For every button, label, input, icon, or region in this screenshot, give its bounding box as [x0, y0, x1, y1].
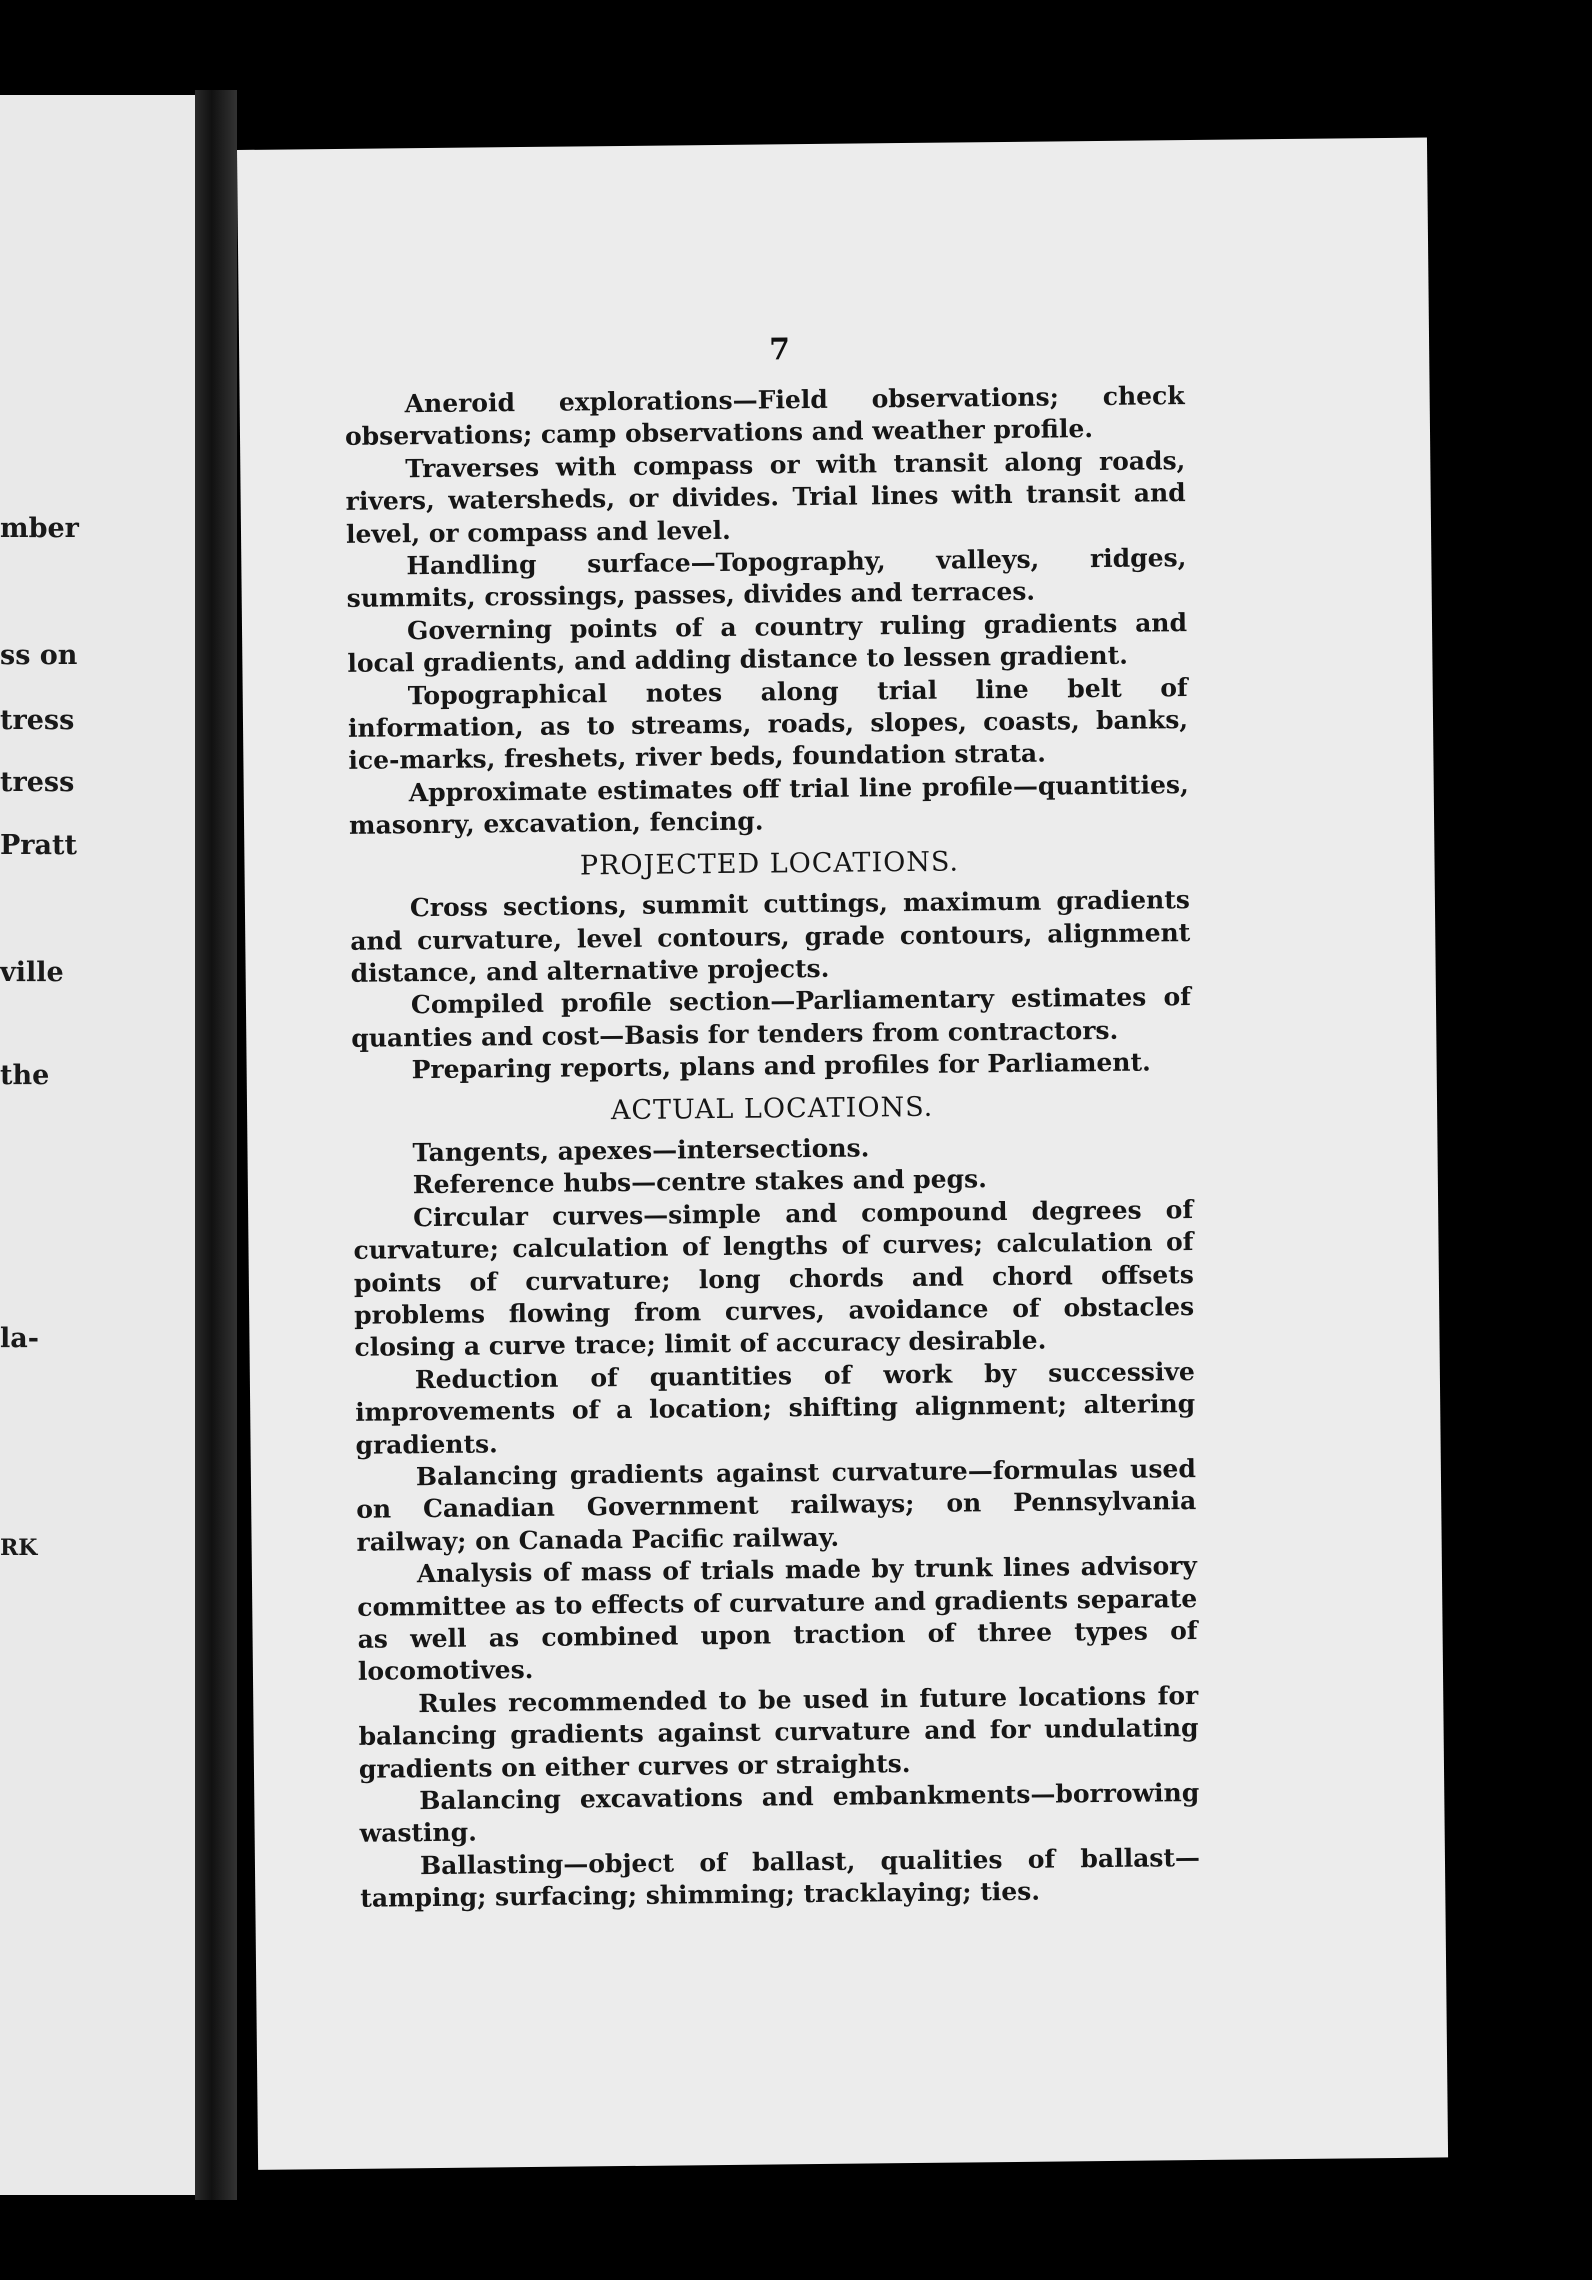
paragraph: Traverses with compass or with transit along roads, rivers, watersheds, or divides. Trial lines with transit and level, or compass and level.	[345, 445, 1186, 549]
left-page-fragment	[0, 95, 195, 2195]
paragraph: Balancing excavations and embankments—borrowing wasting.	[359, 1778, 1200, 1849]
paragraph: Handling surface—Topography, valleys, ridges, summits, crossings, passes, divides and terraces.	[346, 543, 1187, 614]
paragraph: Aneroid explorations—Field observations; check observations; camp observations and weather profile.	[344, 381, 1185, 452]
main-page	[237, 138, 1448, 2170]
left-fragment-text: tress	[0, 767, 75, 798]
left-fragment-text: ss on	[0, 640, 78, 671]
paragraph: Tangents, apexes—intersections.	[412, 1133, 870, 1168]
paragraph: Ballasting—object of ballast, qualities of ballast—tamping; surfacing; shimming; tracklaying; ties.	[360, 1842, 1201, 1914]
left-fragment-text: ville	[0, 957, 64, 988]
paragraph: Analysis of mass of trials made by trunk lines advisory committee as to effects of curvature and gradients separate as well as combined upon traction of three types of locomotives.	[357, 1551, 1198, 1687]
section-heading-actual: ACTUAL LOCATIONS.	[610, 1091, 934, 1126]
paragraph: Rules recommended to be used in future locations for balancing gradients against curvature and for undulating gradients on either curves or straights.	[358, 1680, 1199, 1784]
paragraph: Compiled profile section—Parliamentary estimates of quanties and cost—Basis for tenders from contractors.	[351, 982, 1192, 1053]
paragraph: Circular curves—simple and compound degrees of curvature; calculation of lengths of curves; calculation of points of curvature; long chords and chord offsets problems flowing from curves, avoidance of obstacles closing a curve trace; limit of accuracy desirable.	[353, 1194, 1195, 1363]
left-fragment-text: the	[0, 1060, 50, 1091]
paragraph: Governing points of a country ruling gradients and local gradients, and adding distance to lessen gradient.	[347, 607, 1188, 679]
book-gutter	[195, 90, 237, 2200]
paragraph: Topographical notes along trial line belt of information, as to streams, roads, slopes, coasts, banks, ice-marks, freshets, river beds, foundation strata.	[347, 672, 1189, 776]
left-fragment-text: RK	[0, 1535, 38, 1561]
left-fragment-text: Pratt	[0, 830, 77, 861]
paragraph: Approximate estimates off trial line profile—quantities, masonry, excavation, fencing.	[348, 769, 1189, 841]
paragraph: Cross sections, summit cuttings, maximum gradients and curvature, level contours, grade contours, alignment distance, and alternative projects.	[350, 885, 1191, 988]
page-text	[345, 380, 1201, 1915]
paragraph: Reduction of quantities of work by successive improvements of a location; shifting alignment; altering gradients.	[355, 1356, 1196, 1460]
page-number: 7	[768, 332, 791, 368]
section-heading-projected: PROJECTED LOCATIONS.	[579, 846, 960, 882]
paragraph: Reference hubs—centre stakes and pegs.	[412, 1164, 987, 1200]
paragraph: Balancing gradients against curvature—formulas used on Canadian Government railways; on Pennsylvania railway; on Canada Pacific railway.	[356, 1454, 1197, 1557]
paragraph: Preparing reports, plans and profiles for Parliament.	[411, 1047, 1151, 1085]
left-fragment-text: mber	[0, 513, 79, 544]
left-fragment-text: tress	[0, 705, 75, 736]
left-fragment-text: la-	[0, 1323, 39, 1354]
